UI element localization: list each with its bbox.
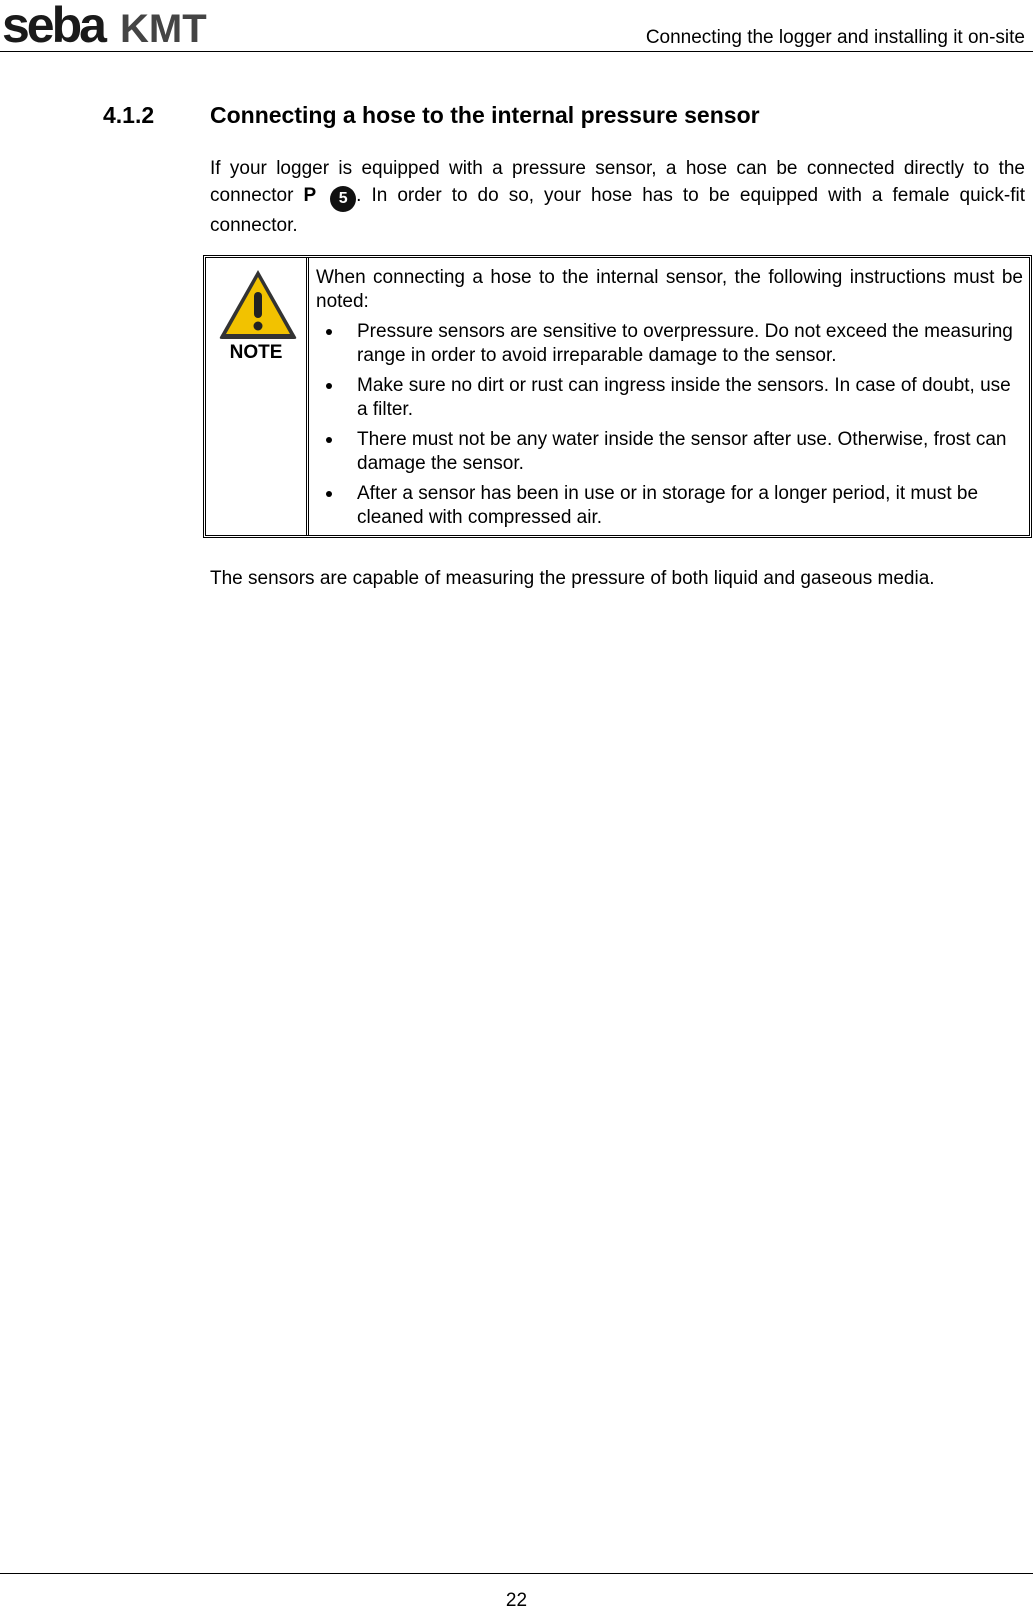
note-bullet-text: Pressure sensors are sensitive to overpressure. Do not exceed the measuring range in order to avoid irreparable damage to the sensor.: [357, 321, 1013, 366]
note-intro: When connecting a hose to the internal sensor, the following instructions must be noted:: [316, 267, 1023, 312]
sebakmt-logo: [2, 2, 226, 48]
note-bullet-item: [316, 428, 1023, 476]
connector-number-badge: 5: [330, 186, 356, 212]
note-bullet-text: Make sure no dirt or rust can ingress inside the sensors. In case of doubt, use a filter.: [357, 375, 1011, 420]
note-bullet-item: [316, 482, 1023, 530]
bullet-icon: [326, 437, 332, 443]
section-number: 4.1.2: [103, 102, 155, 128]
warning-triangle-icon: [216, 266, 300, 342]
page-number: 22: [505, 1590, 528, 1611]
section-title: Connecting a hose to the internal pressure sensor: [210, 102, 760, 128]
note-content: [309, 258, 1029, 535]
closing-paragraph: The sensors are capable of measuring the pressure of both liquid and gaseous media.: [210, 568, 935, 589]
bullet-icon: [326, 329, 332, 335]
note-box: [203, 255, 1032, 538]
logo-kmt-text: KMT: [120, 7, 207, 48]
bullet-icon: [326, 383, 332, 389]
intro-paragraph: [210, 155, 1025, 239]
footer-divider: [0, 1573, 1033, 1574]
note-bullet-text: There must not be any water inside the sensor after use. Otherwise, frost can damage the sensor.: [357, 429, 1007, 474]
note-bullet-item: [316, 320, 1023, 368]
bullet-icon: [326, 491, 332, 497]
header-divider: [0, 51, 1033, 52]
intro-text-before: If your logger is equipped with a pressure sensor, a hose can be connected directly to the connector: [210, 158, 1025, 206]
note-label: NOTE: [229, 342, 283, 363]
note-bullet-list: [316, 320, 1023, 530]
note-bullet-text: After a sensor has been in use or in storage for a longer period, it must be cleaned with compressed air.: [357, 483, 979, 528]
logo-seba-text: seba: [2, 2, 104, 48]
header-title: Connecting the logger and installing it on-site: [645, 27, 1025, 48]
intro-text-after: . In order to do so, your hose has to be equipped with a female quick-fit connector.: [210, 185, 1025, 236]
note-icon-cell: [206, 258, 309, 535]
note-bullet-item: [316, 374, 1023, 422]
connector-label: P: [303, 185, 317, 206]
